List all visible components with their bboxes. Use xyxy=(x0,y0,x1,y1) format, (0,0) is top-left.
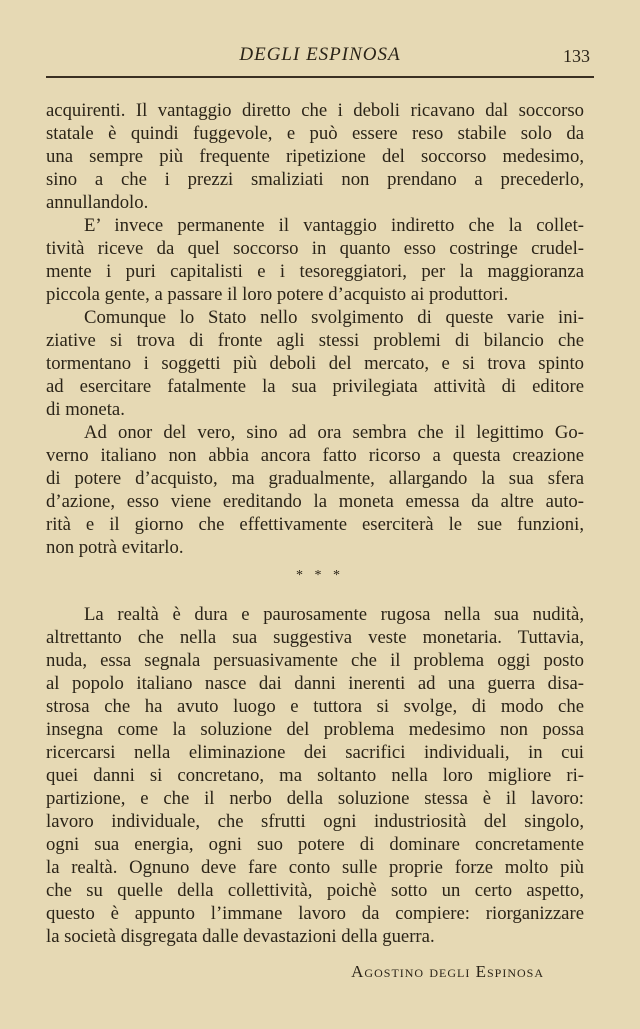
text-line: una sempre più frequente ripetizione del soccorso medesimo, xyxy=(46,146,584,167)
body-text-section-1 xyxy=(46,99,584,559)
text-line: di potere d’acquisto, ma gradualmente, allargando la sua sfera xyxy=(46,468,584,489)
page-header xyxy=(46,40,594,78)
text-line: nuda, essa segnala persuasivamente che il problema oggi posto xyxy=(46,650,584,671)
text-line: partizione, e che il nerbo della soluzione stessa è il lavoro: xyxy=(46,788,584,809)
text-line: E’ invece permanente il vantaggio indiretto che la collet- xyxy=(84,215,584,236)
section-separator: * * * xyxy=(296,568,344,583)
text-line: altrettanto che nella sua suggestiva veste monetaria. Tuttavia, xyxy=(46,627,584,648)
text-line: la società disgregata dalle devastazioni della guerra. xyxy=(46,926,435,947)
text-line: Ad onor del vero, sino ad ora sembra che il legittimo Go- xyxy=(84,422,584,443)
text-line: sino a che i prezzi smaliziati non prendano a precederlo, xyxy=(46,169,584,190)
text-line: La realtà è dura e paurosamente rugosa nella sua nudità, xyxy=(84,604,584,625)
text-line: tormentano i soggetti più deboli del mercato, e si trova spinto xyxy=(46,353,584,374)
running-title: DEGLI ESPINOSA xyxy=(239,44,401,65)
text-line: al popolo italiano nasce dai danni inerenti ad una guerra disa- xyxy=(46,673,584,694)
text-line: Comunque lo Stato nello svolgimento di queste varie ini- xyxy=(84,307,584,328)
body-text-section-2 xyxy=(46,603,584,948)
text-line: strosa che ha avuto luogo e tuttora si svolge, di modo che xyxy=(46,696,584,717)
text-line: insegna come la soluzione del problema medesimo non possa xyxy=(46,719,584,740)
page-number: 133 xyxy=(563,46,590,66)
text-line: d’azione, esso viene ereditando la moneta emessa da altre auto- xyxy=(46,491,584,512)
text-line: statale è quindi fuggevole, e può essere reso stabile solo da xyxy=(46,123,584,144)
text-line: non potrà evitarlo. xyxy=(46,537,184,558)
text-line: la realtà. Ognuno deve fare conto sulle proprie forze molto più xyxy=(46,857,584,878)
text-line: piccola gente, a passare il loro potere d’acquisto ai produttori. xyxy=(46,284,509,305)
text-line: ad esercitare fatalmente la sua privilegiata attività di editore xyxy=(46,376,584,397)
text-line: ricercarsi nella eliminazione dei sacrifici individuali, in cui xyxy=(46,742,584,763)
text-line: acquirenti. Il vantaggio diretto che i deboli ricavano dal soccorso xyxy=(46,100,584,121)
text-line: verno italiano non abbia ancora fatto ricorso a questa creazione xyxy=(46,445,584,466)
text-line: quei danni si concretano, ma soltanto nella loro migliore ri- xyxy=(46,765,584,786)
text-line: rità e il giorno che effettivamente eserciterà le sue funzioni, xyxy=(46,514,584,535)
text-line: tività riceve da quel soccorso in quanto esso costringe crudel- xyxy=(46,238,584,259)
text-line: di moneta. xyxy=(46,399,125,420)
text-line: ziative si trova di fronte agli stessi problemi di bilancio che xyxy=(46,330,584,351)
text-line: questo è appunto l’immane lavoro da compiere: riorganizzare xyxy=(46,903,584,924)
text-line: che su quelle della collettività, poichè sotto un certo aspetto, xyxy=(46,880,584,901)
text-line: mente i puri capitalisti e i tesoreggiatori, per la maggioranza xyxy=(46,261,584,282)
text-line: ogni sua energia, ogni suo potere di dominare concretamente xyxy=(46,834,584,855)
text-line: annullandolo. xyxy=(46,192,149,213)
author-signature: Agostino degli Espinosa xyxy=(351,962,544,981)
text-line: lavoro individuale, che sfrutti ogni industriosità del singolo, xyxy=(46,811,584,832)
